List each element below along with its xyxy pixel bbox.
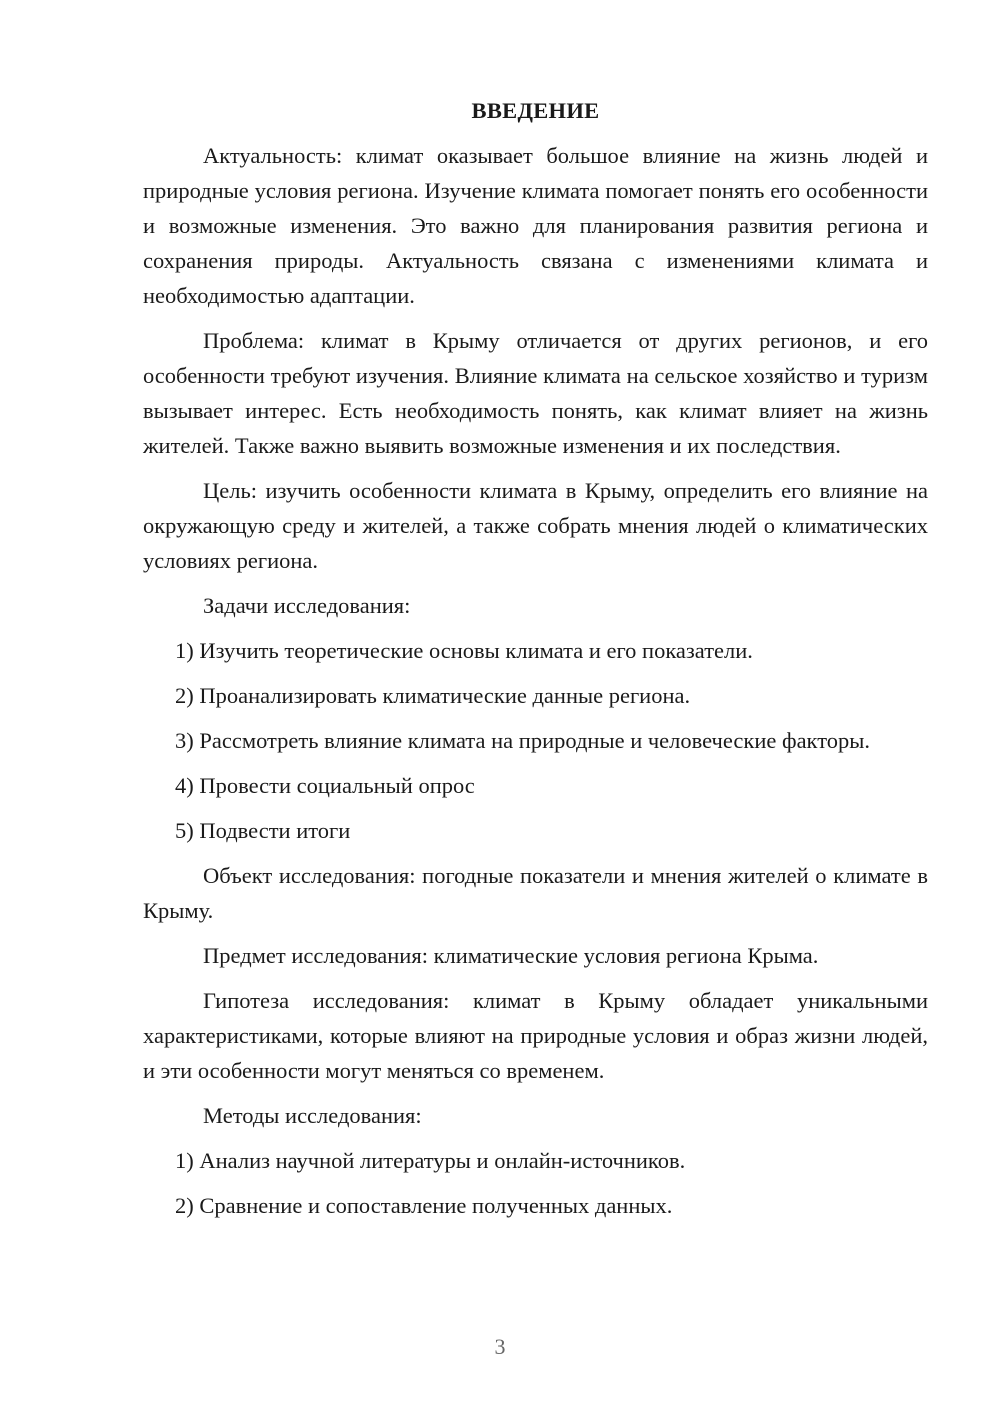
task-item-2: 2) Проанализировать климатические данные региона. [175,683,691,708]
task-item-3: 3) Рассмотреть влияние климата на природные и человеческие факторы. [175,728,870,753]
task-item-5: 5) Подвести итоги [175,818,351,843]
document-page [143,96,928,1233]
paragraph-subject: Предмет исследования: климатические условия региона Крыма. [203,943,819,968]
paragraph-relevance: Актуальность: климат оказывает большое влияние на жизнь людей и природные условия региона. Изучение климата помогает понять его особенности и возможные изменения. Это важно для планирования развития региона и сохранения природы. Актуальность связана с изменениями климата и необходимостью адаптации. [143,143,928,308]
method-item-2: 2) Сравнение и сопоставление полученных данных. [175,1193,673,1218]
paragraph-object: Объект исследования: погодные показатели и мнения жителей о климате в Крыму. [143,863,928,923]
paragraph-tasks-heading: Задачи исследования: [203,593,411,618]
paragraph-methods-heading: Методы исследования: [203,1103,422,1128]
task-item-1: 1) Изучить теоретические основы климата и его показатели. [175,638,753,663]
paragraph-goal: Цель: изучить особенности климата в Крыму, определить его влияние на окружающую среду и жителей, а также собрать мнения людей о климатических условиях региона. [143,478,928,573]
page-number: 3 [494,1334,506,1359]
task-item-4: 4) Провести социальный опрос [175,773,475,798]
method-item-1: 1) Анализ научной литературы и онлайн-источников. [175,1148,686,1173]
paragraph-hypothesis: Гипотеза исследования: климат в Крыму обладает уникальными характеристиками, которые влияют на природные условия и образ жизни людей, и эти особенности могут меняться со временем. [143,988,928,1083]
paragraph-problem: Проблема: климат в Крыму отличается от других регионов, и его особенности требуют изучения. Влияние климата на сельское хозяйство и туризм вызывает интерес. Есть необходимость понять, как климат влияет на жизнь жителей. Также важно выявить возможные изменения и их последствия. [143,328,928,458]
section-title: ВВЕДЕНИЕ [471,98,600,123]
